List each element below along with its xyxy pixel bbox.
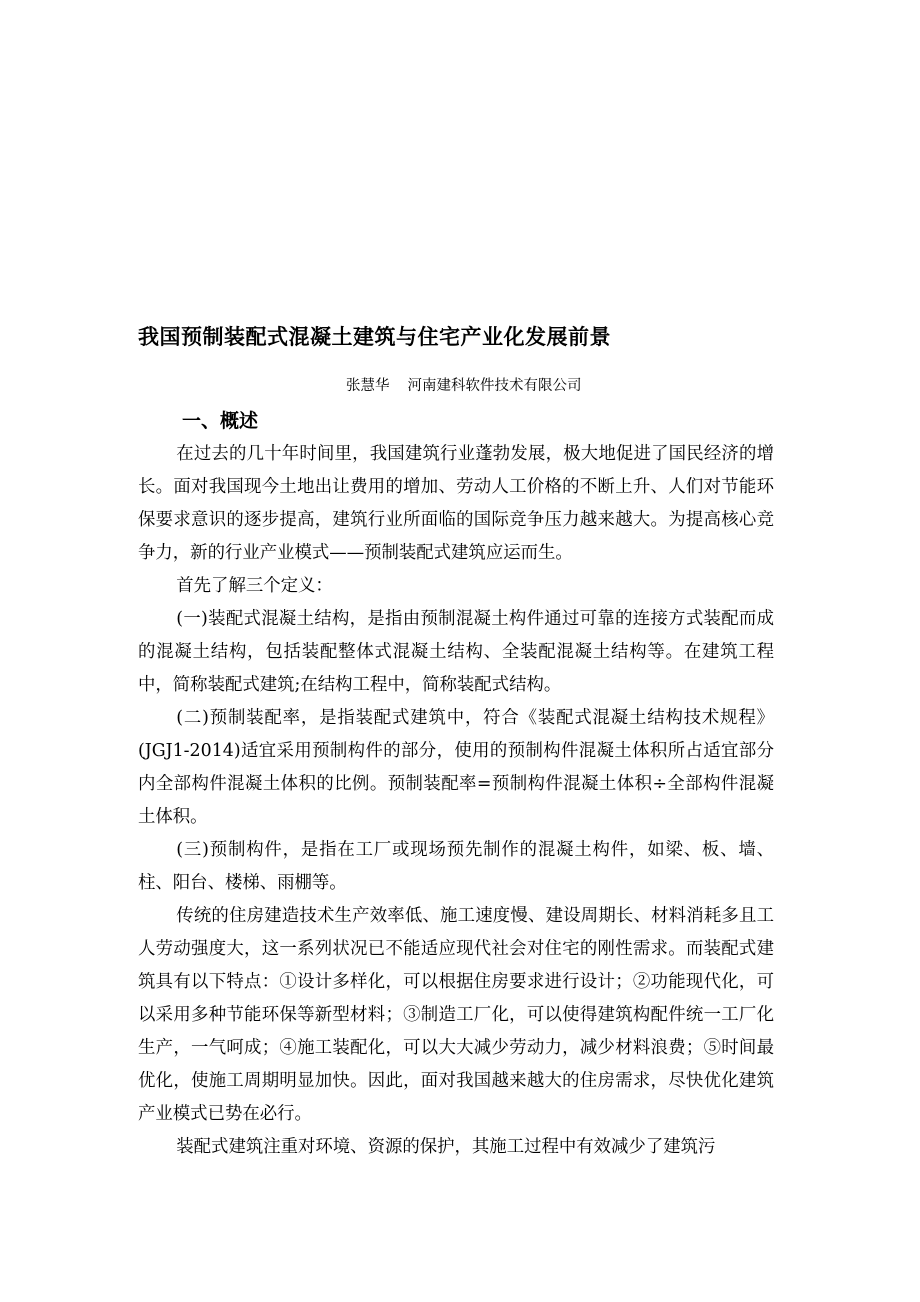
paragraph: 在过去的几十年时间里，我国建筑行业蓬勃发展，极大地促进了国民经济的增长。面对我国现今土地出让费用的增加、劳动人工价格的不断上升、人们对节能环保要求意识的逐步提高，建筑行业所面临的国际竞争压力越来越大。为提高核心竞争力，新的行业产业模式——预制装配式建筑应运而生。 [138,444,774,563]
paragraph: 传统的住房建造技术生产效率低、施工速度慢、建设周期长、材料消耗多且工人劳动强度大，这一系列状况已不能适应现代社会对住宅的刚性需求。而装配式建筑具有以下特点：①设计多样化，可以根据住房要求进行设计；②功能现代化，可以采用多种节能环保等新型材料；③制造工厂化，可以使得建筑构配件统一工厂化生产，一气呵成；④施工装配化，可以大大减少劳动力，减少材料浪费；⑤时间最优化，使施工周期明显加快。因此，面对我国越来越大的住房需求，尽快优化建筑产业模式已势在必行。 [138,906,774,1124]
paragraph: (一)装配式混凝土结构，是指由预制混凝土构件通过可靠的连接方式装配而成的混凝土结构，包括装配整体式混凝土结构、全装配混凝土结构等。在建筑工程中，简称装配式建筑;在结构工程中，简称装配式结构。 [138,609,774,695]
paragraph: (三)预制构件，是指在工厂或现场预先制作的混凝土构件，如梁、板、墙、柱、阳台、楼梯、雨棚等。 [138,840,774,893]
paragraph: (二)预制装配率，是指装配式建筑中，符合《装配式混凝土结构技术规程》(JGJ1-2014)适宜采用预制构件的部分，使用的预制构件混凝土体积所占适宜部分内全部构件混凝土体积的比例。预制装配率=预制构件混凝土体积÷全部构件混凝土体积。 [138,708,774,827]
section-heading: 一、概述 [182,410,259,432]
paragraph: 装配式建筑注重对环境、资源的保护，其施工过程中有效减少了建筑污 [176,1137,716,1157]
author-affiliation: 河南建科软件技术有限公司 [407,378,582,394]
body-text [138,438,774,1164]
document-title: 我国预制装配式混凝土建筑与住宅产业化发展前景 [138,325,611,349]
author-name: 张慧华 [346,378,390,394]
paragraph: 首先了解三个定义： [176,576,333,596]
author-line [346,375,582,397]
